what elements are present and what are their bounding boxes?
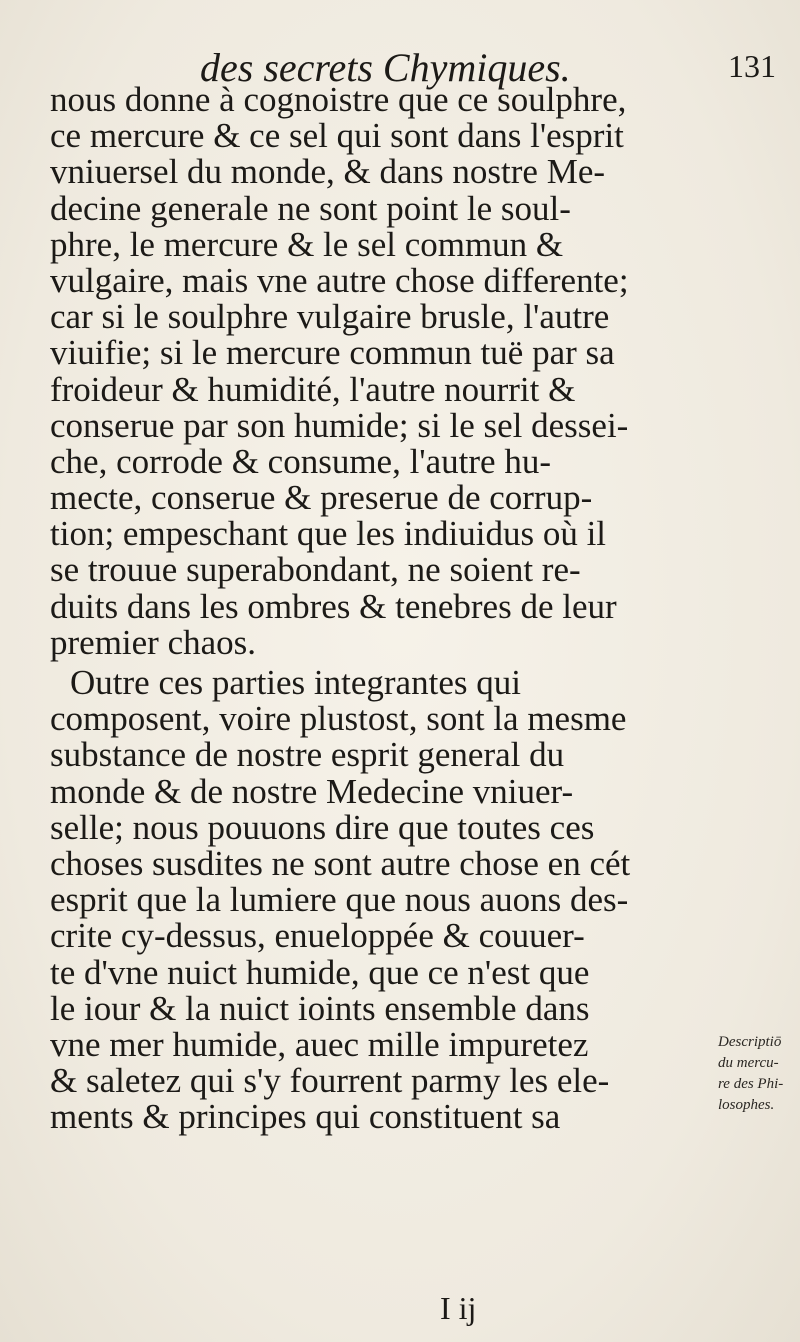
margin-note-line: Descriptiō <box>718 1034 782 1050</box>
text-line: froideur & humidité, l'autre nourrit & <box>50 369 576 409</box>
text-line: car si le soulphre vulgaire brusle, l'autre <box>50 297 610 337</box>
text-line: vniuersel du monde, & dans nostre Me- <box>50 152 606 192</box>
text-line: phre, le mercure & le sel commun & <box>50 224 564 264</box>
text-line: choses susdites ne sont autre chose en cét <box>50 843 631 883</box>
text-line: viuifie; si le mercure commun tuë par sa <box>50 333 615 373</box>
text-line: crite cy-dessus, enueloppée & couuer- <box>50 916 585 956</box>
text-line: Outre ces parties integrantes qui <box>70 663 521 702</box>
text-line: selle; nous pouuons dire que toutes ces <box>50 807 595 847</box>
text-line: decine generale ne sont point le soul- <box>50 188 571 228</box>
signature-mark: I ij <box>440 1290 477 1326</box>
text-line: se trouue superabondant, ne soient re- <box>50 550 581 590</box>
margin-note <box>718 1032 794 1116</box>
text-line: tion; empeschant que les indiuidus où il <box>50 514 607 554</box>
text-line: nous donne à cognoistre que ce soulphre, <box>50 80 627 119</box>
text-line: substance de nostre esprit general du <box>50 735 565 775</box>
text-line: le iour & la nuict ioints ensemble dans <box>50 988 590 1028</box>
text-line: vne mer humide, auec mille impuretez <box>50 1024 589 1064</box>
text-line: composent, voire plustost, sont la mesme <box>50 699 627 739</box>
text-line: vulgaire, mais vne autre chose differente; <box>50 260 629 300</box>
text-line: ce mercure & ce sel qui sont dans l'esprit <box>50 116 624 156</box>
running-title: des secrets Chymiques. <box>200 45 571 90</box>
text-line: che, corrode & consume, l'autre hu- <box>50 441 551 481</box>
text-line: duits dans les ombres & tenebres de leur <box>50 586 617 626</box>
margin-note-line: du mercu- <box>718 1055 779 1071</box>
margin-note-line: re des Phi- <box>718 1076 784 1092</box>
page-number: 131 <box>728 48 776 84</box>
margin-note-line: losophes. <box>718 1097 775 1113</box>
text-line: mecte, conserue & preserue de corrup- <box>50 478 593 518</box>
text-line: conserue par son humide; si le sel dessei- <box>50 405 629 445</box>
text-line: monde & de nostre Medecine vniuer- <box>50 771 574 811</box>
text-line: esprit que la lumiere que nous auons des- <box>50 880 629 920</box>
text-line: ments & principes qui constituent sa <box>50 1097 561 1137</box>
body-text <box>50 82 750 1135</box>
text-line: te d'vne nuict humide, que ce n'est que <box>50 952 590 992</box>
text-line: & saletez qui s'y fourrent parmy les ele- <box>50 1061 610 1101</box>
text-line: premier chaos. <box>50 622 257 662</box>
